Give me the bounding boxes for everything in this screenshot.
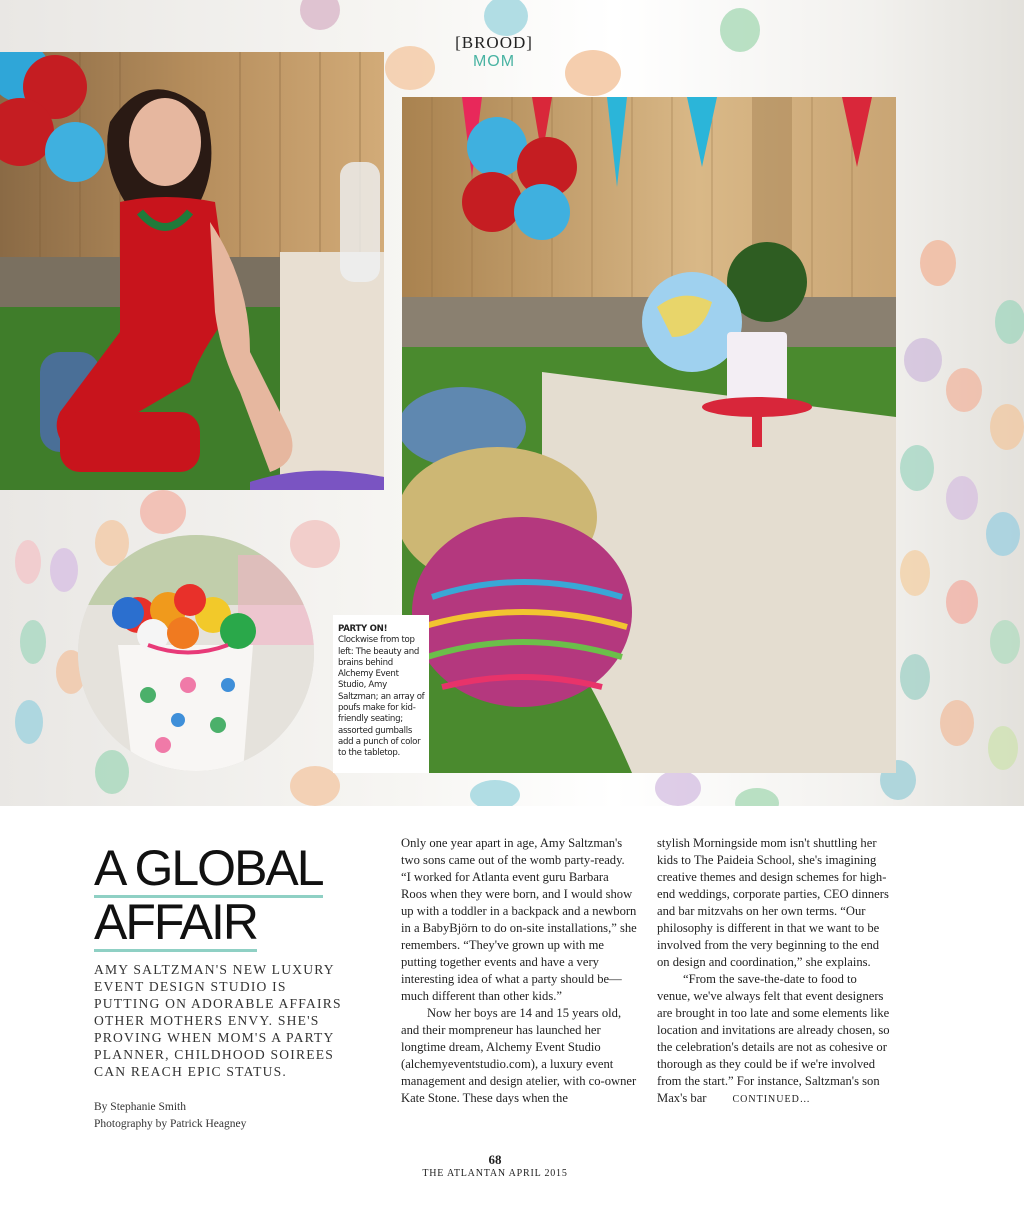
- page-number: 68: [488, 1152, 502, 1167]
- paragraph: Now her boys are 14 and 15 years old, and their mompreneur has launched her longtime dream, Alchemy Event Studio (alchemyeventstudio.com), a luxury event management and design atelier, with co-owner Kate Stone. These days when the: [401, 1006, 637, 1105]
- paragraph: Only one year apart in age, Amy Saltzman's two sons came out of the womb party-ready. “I worked for Atlanta event guru Barbara Roos when they were born, and I would show up with a toddler in a backpack and a newborn in a BabyBjörn to do on-site installations,” she remembers. “They've grown up with me putting together events and have a very interesting idea of what a party should be—much different than other kids.”: [401, 836, 637, 1003]
- portrait-photo: [0, 52, 384, 490]
- gumballs-photo: [78, 535, 314, 771]
- paragraph: [657, 971, 893, 1108]
- paragraph: stylish Morningside mom isn't shuttling her kids to The Paideia School, she's imagining creative themes and design schemes for high-end weddings, corporate parties, CEO dinners and bar mitzvahs on her own terms. “Our philosophy is different in that we want to be involved from the very beginning to the end on design and coordination,” she explains.: [657, 836, 889, 969]
- article-dek: AMY SALTZMAN'S NEW LUXURY EVENT DESIGN STUDIO IS PUTTING ON ADORABLE AFFAIRS OTHER MOTHERS ENVY. SHE'S PROVING WHEN MOM'S A PARTY PLANNER, CHILDHOOD SOIREES CAN REACH EPIC STATUS.: [94, 962, 342, 1079]
- caption-text: Clockwise from top left: The beauty and brains behind Alchemy Event Studio, Amy Saltzman; an array of poufs make for kid-friendly seating; assorted gumballs add a punch of color to the tabletop.: [338, 635, 425, 759]
- continued-marker: CONTINUED…: [732, 1094, 811, 1105]
- byline-photographer: Photography by Patrick Heagney: [94, 1118, 247, 1130]
- paragraph-text: “From the save-the-date to food to venue, we've always felt that event designers are brought in too late and some elements like location and invitations are already chosen, so the celebration's details are not as cohesive or thorough as they could be if we're involved from the start.” For instance, Saltzman's son Max's bar: [657, 972, 890, 1105]
- headline-line-1: A GLOBAL: [94, 840, 323, 896]
- byline-author: By Stephanie Smith: [94, 1101, 186, 1113]
- body-column-2: [657, 835, 893, 1108]
- party-table-photo: [402, 97, 896, 773]
- caption-lead: PARTY ON!: [338, 624, 388, 634]
- photo-caption: [333, 615, 429, 773]
- byline: [94, 1099, 356, 1133]
- body-column-1: [401, 835, 637, 1107]
- section-label: [BROOD]: [455, 33, 533, 52]
- subsection-label: MOM: [472, 53, 516, 70]
- headline-line-2: AFFAIR: [94, 894, 258, 950]
- magazine-issue: THE ATLANTAN APRIL 2015: [422, 1168, 568, 1179]
